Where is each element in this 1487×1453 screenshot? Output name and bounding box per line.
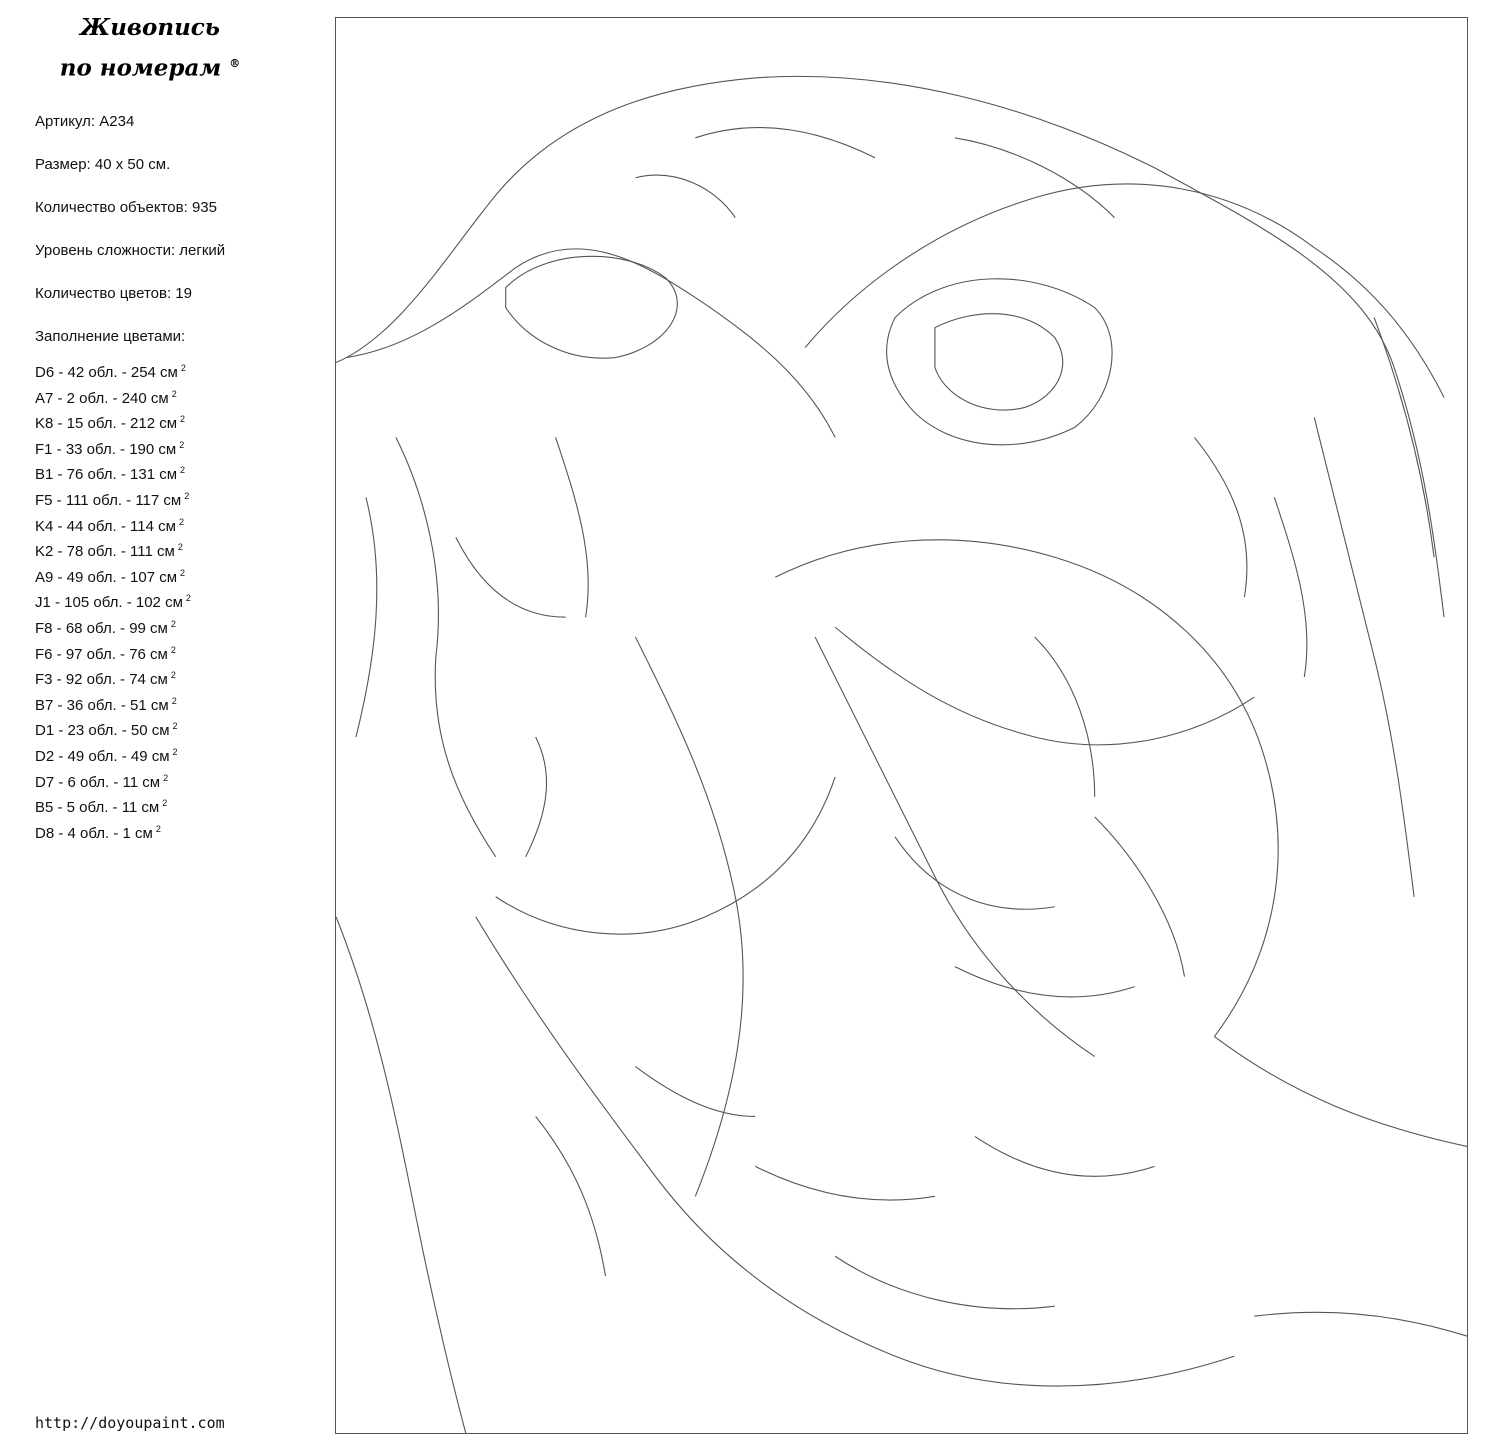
beard-outline <box>476 917 1235 1386</box>
legend-row: K2 - 78 обл. - 111 см $^2$ <box>35 542 183 561</box>
registered-mark: ® <box>229 57 241 70</box>
legend-sidebar <box>0 0 320 1453</box>
outline-drawing <box>336 18 1467 1433</box>
legend-row: A9 - 49 обл. - 107 см $^2$ <box>35 567 186 586</box>
objects-count-label: Количество объектов: 935 <box>35 199 217 216</box>
legend-row: F5 - 111 обл. - 117 см $^2$ <box>35 490 190 509</box>
legend-row: K4 - 44 обл. - 114 см $^2$ <box>35 516 184 535</box>
legend-row: F8 - 68 обл. - 99 см $^2$ <box>35 618 176 637</box>
legend-row: F3 - 92 обл. - 74 см $^2$ <box>35 670 176 689</box>
colors-count-label: Количество цветов: 19 <box>35 285 192 302</box>
right-eye <box>887 279 1112 445</box>
legend-row: D8 - 4 обл. - 1 см $^2$ <box>35 823 161 842</box>
legend-row: D7 - 6 обл. - 11 см $^2$ <box>35 772 169 791</box>
legend-row: J1 - 105 обл. - 102 см $^2$ <box>35 593 191 612</box>
coloring-canvas <box>335 17 1468 1434</box>
article-label: Артикул: A234 <box>35 113 135 130</box>
legend-row: D2 - 49 обл. - 49 см $^2$ <box>35 746 178 765</box>
head-outline <box>336 76 1444 617</box>
difficulty-label: Уровень сложности: легкий <box>35 242 226 259</box>
kit-info <box>35 100 225 358</box>
legend-row: B5 - 5 обл. - 11 см $^2$ <box>35 798 168 817</box>
size-label: Размер: 40 х 50 см. <box>35 156 171 173</box>
color-legend <box>35 358 191 844</box>
legend-row: B7 - 36 обл. - 51 см $^2$ <box>35 695 177 714</box>
legend-row: D1 - 23 обл. - 50 см $^2$ <box>35 721 178 740</box>
legend-row: B1 - 76 обл. - 131 см $^2$ <box>35 465 186 484</box>
brand-title-line2: по номерам <box>59 54 222 82</box>
brand-title-line1: Живопись <box>80 14 220 41</box>
fill-heading: Заполнение цветами: <box>35 328 186 345</box>
legend-row: A7 - 2 обл. - 240 см $^2$ <box>35 388 177 407</box>
snout <box>775 540 1278 1037</box>
legend-row: F1 - 33 обл. - 190 см $^2$ <box>35 439 185 458</box>
website-link[interactable]: http://doyoupaint.com <box>35 1414 225 1432</box>
brand-logo <box>0 10 300 87</box>
legend-row: F6 - 97 обл. - 76 см $^2$ <box>35 644 176 663</box>
legend-row: K8 - 15 обл. - 212 см $^2$ <box>35 414 186 433</box>
legend-row: D6 - 42 обл. - 254 см $^2$ <box>35 363 186 381</box>
